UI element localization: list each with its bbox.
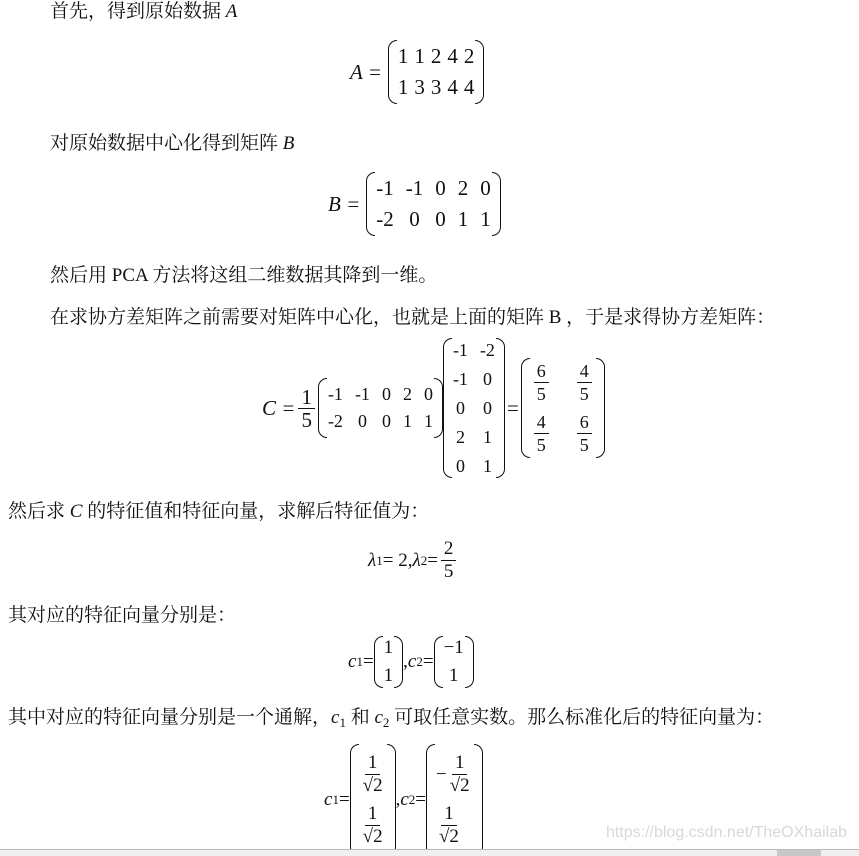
lhs: B = [328,191,361,216]
matrix-cell: 0 [409,207,420,231]
c: c [407,651,417,672]
matrix-cell: 0 [435,207,446,231]
matrix-cell: 2 [463,44,475,68]
matrix-bt [443,338,505,478]
matrix-b [366,172,501,236]
t: 和 [345,707,375,728]
matrix-cell: -1 [405,176,424,200]
equation-a [350,40,484,104]
num: 1 [298,386,315,409]
den: 5 [301,407,312,432]
lhs: C = [262,395,296,420]
matrix-cell: -1 [354,384,370,404]
matrix-cell: -2 [376,207,394,231]
matrix-a [388,40,485,104]
t: = [415,789,426,810]
matrix-cell: 3 [414,75,425,99]
matrix-cell: 1 [414,44,425,68]
t: = [338,789,350,810]
c: c [324,789,333,810]
c: c [400,789,409,810]
var: C [69,501,83,522]
equation-b [328,172,501,236]
equation-c [262,338,605,478]
t: , [395,789,401,810]
var: B [282,133,295,154]
matrix-cell: 2 [457,176,469,200]
equals: = [506,395,519,420]
matrix-cell: 1 [423,411,433,431]
fraction: $\frac{1}{√2}$ [362,803,383,847]
vector-c1 [374,636,404,688]
paragraph-7 [8,706,774,735]
scrollbar-thumb[interactable] [777,850,821,856]
equation-normalized [324,744,483,856]
var: A [225,1,238,22]
text: 对原始数据中心化得到矩阵 [50,133,283,154]
t: , [403,651,408,672]
matrix-cell: 1 [448,665,459,686]
matrix-cell: 2 [455,426,465,447]
vector-n2 [426,744,483,856]
matrix-cell: 4 [463,75,475,99]
matrix-cell: 1 [480,207,491,231]
matrix-cell: 1 [482,455,492,476]
matrix-b-inline [318,378,443,438]
matrix-cell: 1 [397,44,409,68]
fraction [441,538,457,583]
t: = [362,651,374,672]
matrix-cell: 0 [482,397,492,418]
matrix-cell: 0 [435,176,446,200]
horizontal-scrollbar[interactable] [0,849,859,856]
matrix-cell: 4 [447,75,458,99]
fraction: $\frac{4}{5}$ [574,360,595,405]
matrix-cell: -1 [376,176,394,200]
matrix-cell: -1 [452,339,468,360]
t: 其中对应的特征向量分别是一个通解， [8,707,332,728]
matrix-cell: 0 [482,368,492,389]
matrix-cell: 3 [430,75,442,99]
matrix-cell: 0 [455,397,465,418]
matrix-cell: 2 [402,384,412,404]
vector-n1 [350,744,396,856]
text: 首先，得到原始数据 [50,1,226,22]
matrix-cell: 1 [457,207,469,231]
sub: 1 [356,654,363,669]
paragraph-6: 其对应的特征向量分别是： [8,605,237,626]
t: = [427,549,438,571]
lambda: λ [412,549,421,571]
sub: 2 [416,654,423,669]
paragraph-1 [50,0,237,24]
matrix-result [521,358,605,458]
matrix-cell: 0 [423,384,433,404]
c: c [331,707,340,728]
paragraph-2 [50,132,294,156]
lhs: A = [350,59,382,84]
sub: 1 [376,552,383,568]
t: 可取任意实数。那么标准化后的特征向量为： [389,707,775,728]
paragraph-4: 在求协方差矩阵之前需要对矩阵中心化，也就是上面的矩阵 B ，于是求得协方差矩阵： [50,307,776,328]
fraction: $\frac{4}{5}$ [531,411,552,456]
equation-vectors [348,636,474,688]
num: 2 [441,538,457,561]
fraction: $\frac{1}{√2}$ [362,752,383,796]
matrix-cell: -1 [327,384,343,404]
c: c [374,707,383,728]
fraction: $\frac{1}{√2}$ [439,803,459,847]
t: = [422,651,434,672]
matrix-cell: 0 [480,176,491,200]
matrix-cell: 1 [482,426,492,447]
matrix-cell: 1 [402,411,412,431]
matrix-cell: 4 [447,44,458,68]
matrix-cell: −1 [443,637,464,658]
sub: 2 [420,552,428,568]
matrix-cell: -2 [327,411,343,431]
paragraph-5 [8,500,429,524]
matrix-cell: 1 [383,637,394,658]
matrix-cell: -1 [452,368,468,389]
t: = 2, [382,549,413,571]
matrix-cell: 1 [397,75,409,99]
fraction: $\frac{6}{5}$ [531,360,552,405]
c: c [348,651,357,672]
matrix-cell: 0 [455,455,465,476]
fraction: − $\frac{1}{√2}$ [436,752,470,796]
matrix-cell: 0 [381,384,391,404]
paragraph-3: 然后用 PCA 方法将这组二维数据其降到一维。 [50,265,438,286]
vector-c2 [434,636,474,688]
watermark: https://blog.csdn.net/TheOXhailab [605,824,847,841]
sub: 2 [382,715,390,730]
matrix-cell: 0 [357,411,367,431]
sub: 2 [408,792,416,807]
fraction [298,386,315,431]
sub: 1 [332,792,339,807]
matrix-cell: 1 [383,665,394,686]
t: 的特征值和特征向量，求解后特征值为： [82,501,430,522]
equation-lambda [368,538,459,583]
matrix-cell: -2 [479,339,495,360]
fraction: $\frac{6}{5}$ [574,411,595,456]
lambda: λ [368,549,377,571]
sub: 1 [339,715,346,730]
t: 然后求 [8,501,70,522]
den: 5 [443,561,454,582]
matrix-cell: 2 [430,44,442,68]
matrix-cell: 0 [381,411,391,431]
